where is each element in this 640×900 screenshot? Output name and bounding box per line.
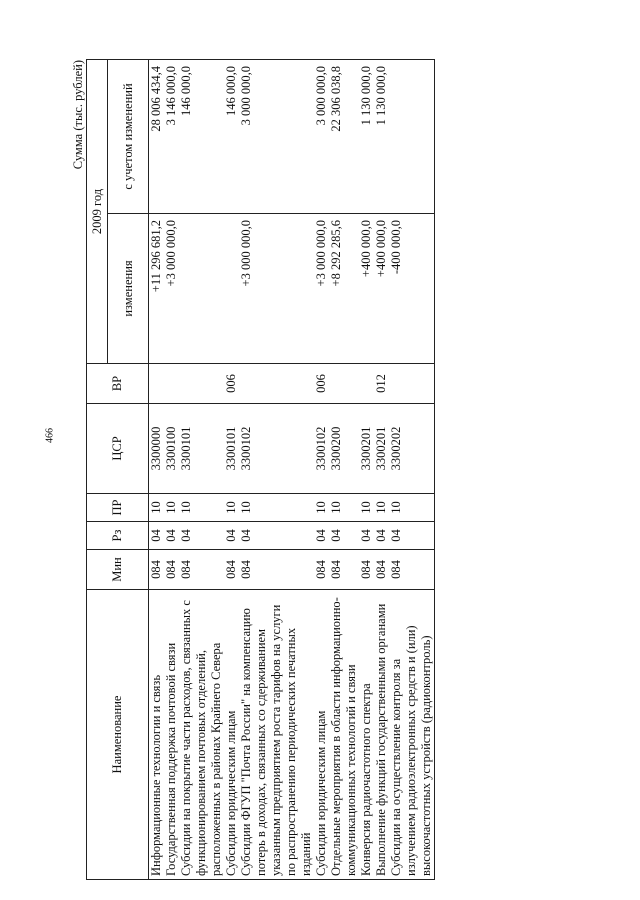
cell-change (179, 214, 224, 364)
cell-total: 28 006 434,4 (149, 59, 165, 213)
cell-total: 1 130 000,0 (374, 59, 389, 213)
cell-rz: 04 (164, 522, 179, 550)
cell-csr: 3300102 (239, 404, 314, 494)
table-row (164, 59, 179, 879)
cell-csr: 3300202 (389, 404, 435, 494)
cell-change: +3 000 000,0 (239, 214, 314, 364)
cell-name: Субсидии юридическим лицам (224, 590, 239, 880)
cell-change: +8 292 285,6 (329, 214, 359, 364)
cell-min: 084 (389, 550, 435, 590)
cell-pr: 10 (164, 494, 179, 522)
table-row (359, 59, 374, 879)
cell-csr: 3300100 (164, 404, 179, 494)
cell-total (389, 59, 435, 213)
cell-total: 3 000 000,0 (314, 59, 329, 213)
table-row (374, 59, 389, 879)
cell-change: +3 000 000,0 (314, 214, 329, 364)
cell-pr: 10 (374, 494, 389, 522)
table-row (239, 59, 314, 879)
header-year: 2009 год (87, 59, 108, 363)
cell-total: 1 130 000,0 (359, 59, 374, 213)
cell-min: 084 (359, 550, 374, 590)
cell-rz: 04 (239, 522, 314, 550)
cell-pr: 10 (359, 494, 374, 522)
cell-change: +11 296 681,2 (149, 214, 165, 364)
cell-rz: 04 (374, 522, 389, 550)
cell-total: 146 000,0 (179, 59, 224, 213)
cell-vr: 006 (224, 364, 239, 404)
cell-total: 22 306 038,8 (329, 59, 359, 213)
rotated-table-region (70, 60, 640, 880)
cell-rz: 04 (314, 522, 329, 550)
cell-rz: 04 (389, 522, 435, 550)
cell-min: 084 (329, 550, 359, 590)
cell-csr: 3300000 (149, 404, 165, 494)
cell-vr (239, 364, 314, 404)
cell-vr (164, 364, 179, 404)
cell-vr (179, 364, 224, 404)
cell-name: Конверсия радиочастотного спектра (359, 590, 374, 880)
cell-rz: 04 (359, 522, 374, 550)
cell-pr: 10 (329, 494, 359, 522)
cell-name: Субсидии юридическим лицам (314, 590, 329, 880)
cell-rz: 04 (149, 522, 165, 550)
cell-pr: 10 (149, 494, 165, 522)
budget-table (86, 59, 435, 880)
cell-pr: 10 (389, 494, 435, 522)
cell-min: 084 (149, 550, 165, 590)
cell-name: Субсидии на осуществление контроля за излучением радиоэлектронных средств и (или) высокочастотных устройств (радиоконтроль) (389, 590, 435, 880)
cell-min: 084 (164, 550, 179, 590)
cell-total: 3 000 000,0 (239, 59, 314, 213)
cell-rz: 04 (329, 522, 359, 550)
cell-pr: 10 (314, 494, 329, 522)
cell-vr (329, 364, 359, 404)
cell-vr (359, 364, 374, 404)
cell-name: Субсидии на покрытие части расходов, связанных с функционированием почтовых отделений, расположенных в районах Крайнего Севера (179, 590, 224, 880)
cell-min: 084 (239, 550, 314, 590)
header-name: Наименование (87, 590, 149, 880)
cell-total: 146 000,0 (224, 59, 239, 213)
cell-vr (149, 364, 165, 404)
cell-csr: 3300101 (224, 404, 239, 494)
header-min: Мин (87, 550, 149, 590)
cell-csr: 3300200 (329, 404, 359, 494)
header-changes: изменения (108, 214, 149, 364)
cell-vr: 006 (314, 364, 329, 404)
cell-change (224, 214, 239, 364)
header-vr: ВР (87, 364, 149, 404)
header-rz: Рз (87, 522, 149, 550)
cell-csr: 3300201 (374, 404, 389, 494)
cell-total: 3 146 000,0 (164, 59, 179, 213)
header-csr: ЦСР (87, 404, 149, 494)
cell-name: Субсидии ФГУП "Почта России" на компенсацию потерь в доходах, связанных со сдерживанием указанным предприятием роста тарифов на услуги по распространению периодических печатных изданий (239, 590, 314, 880)
table-row (179, 59, 224, 879)
cell-rz: 04 (179, 522, 224, 550)
cell-min: 084 (224, 550, 239, 590)
units-label: Сумма (тыс. рублей) (71, 60, 85, 170)
cell-pr: 10 (224, 494, 239, 522)
cell-change: -400 000,0 (389, 214, 435, 364)
cell-csr: 3300102 (314, 404, 329, 494)
cell-name: Выполнение функций государственными органами (374, 590, 389, 880)
cell-change: +400 000,0 (359, 214, 374, 364)
cell-csr: 3300101 (179, 404, 224, 494)
table-row (314, 59, 329, 879)
table-row (389, 59, 435, 879)
cell-min: 084 (314, 550, 329, 590)
cell-name: Информационные технологии и связь (149, 590, 165, 880)
page-number: 466 (44, 428, 56, 443)
table-row (329, 59, 359, 879)
cell-pr: 10 (239, 494, 314, 522)
cell-name: Государственная поддержка почтовой связи (164, 590, 179, 880)
cell-min: 084 (179, 550, 224, 590)
cell-vr: 012 (374, 364, 389, 404)
cell-rz: 04 (224, 522, 239, 550)
header-with-changes: с учетом изменений (108, 59, 149, 213)
cell-csr: 3300201 (359, 404, 374, 494)
header-pr: ПР (87, 494, 149, 522)
cell-pr: 10 (179, 494, 224, 522)
table-body (149, 59, 435, 879)
cell-change: +400 000,0 (374, 214, 389, 364)
cell-vr (389, 364, 435, 404)
table-row (149, 59, 165, 879)
cell-change: +3 000 000,0 (164, 214, 179, 364)
cell-min: 084 (374, 550, 389, 590)
cell-name: Отдельные мероприятия в области информационно-коммуникационных технологий и связи (329, 590, 359, 880)
table-row (224, 59, 239, 879)
